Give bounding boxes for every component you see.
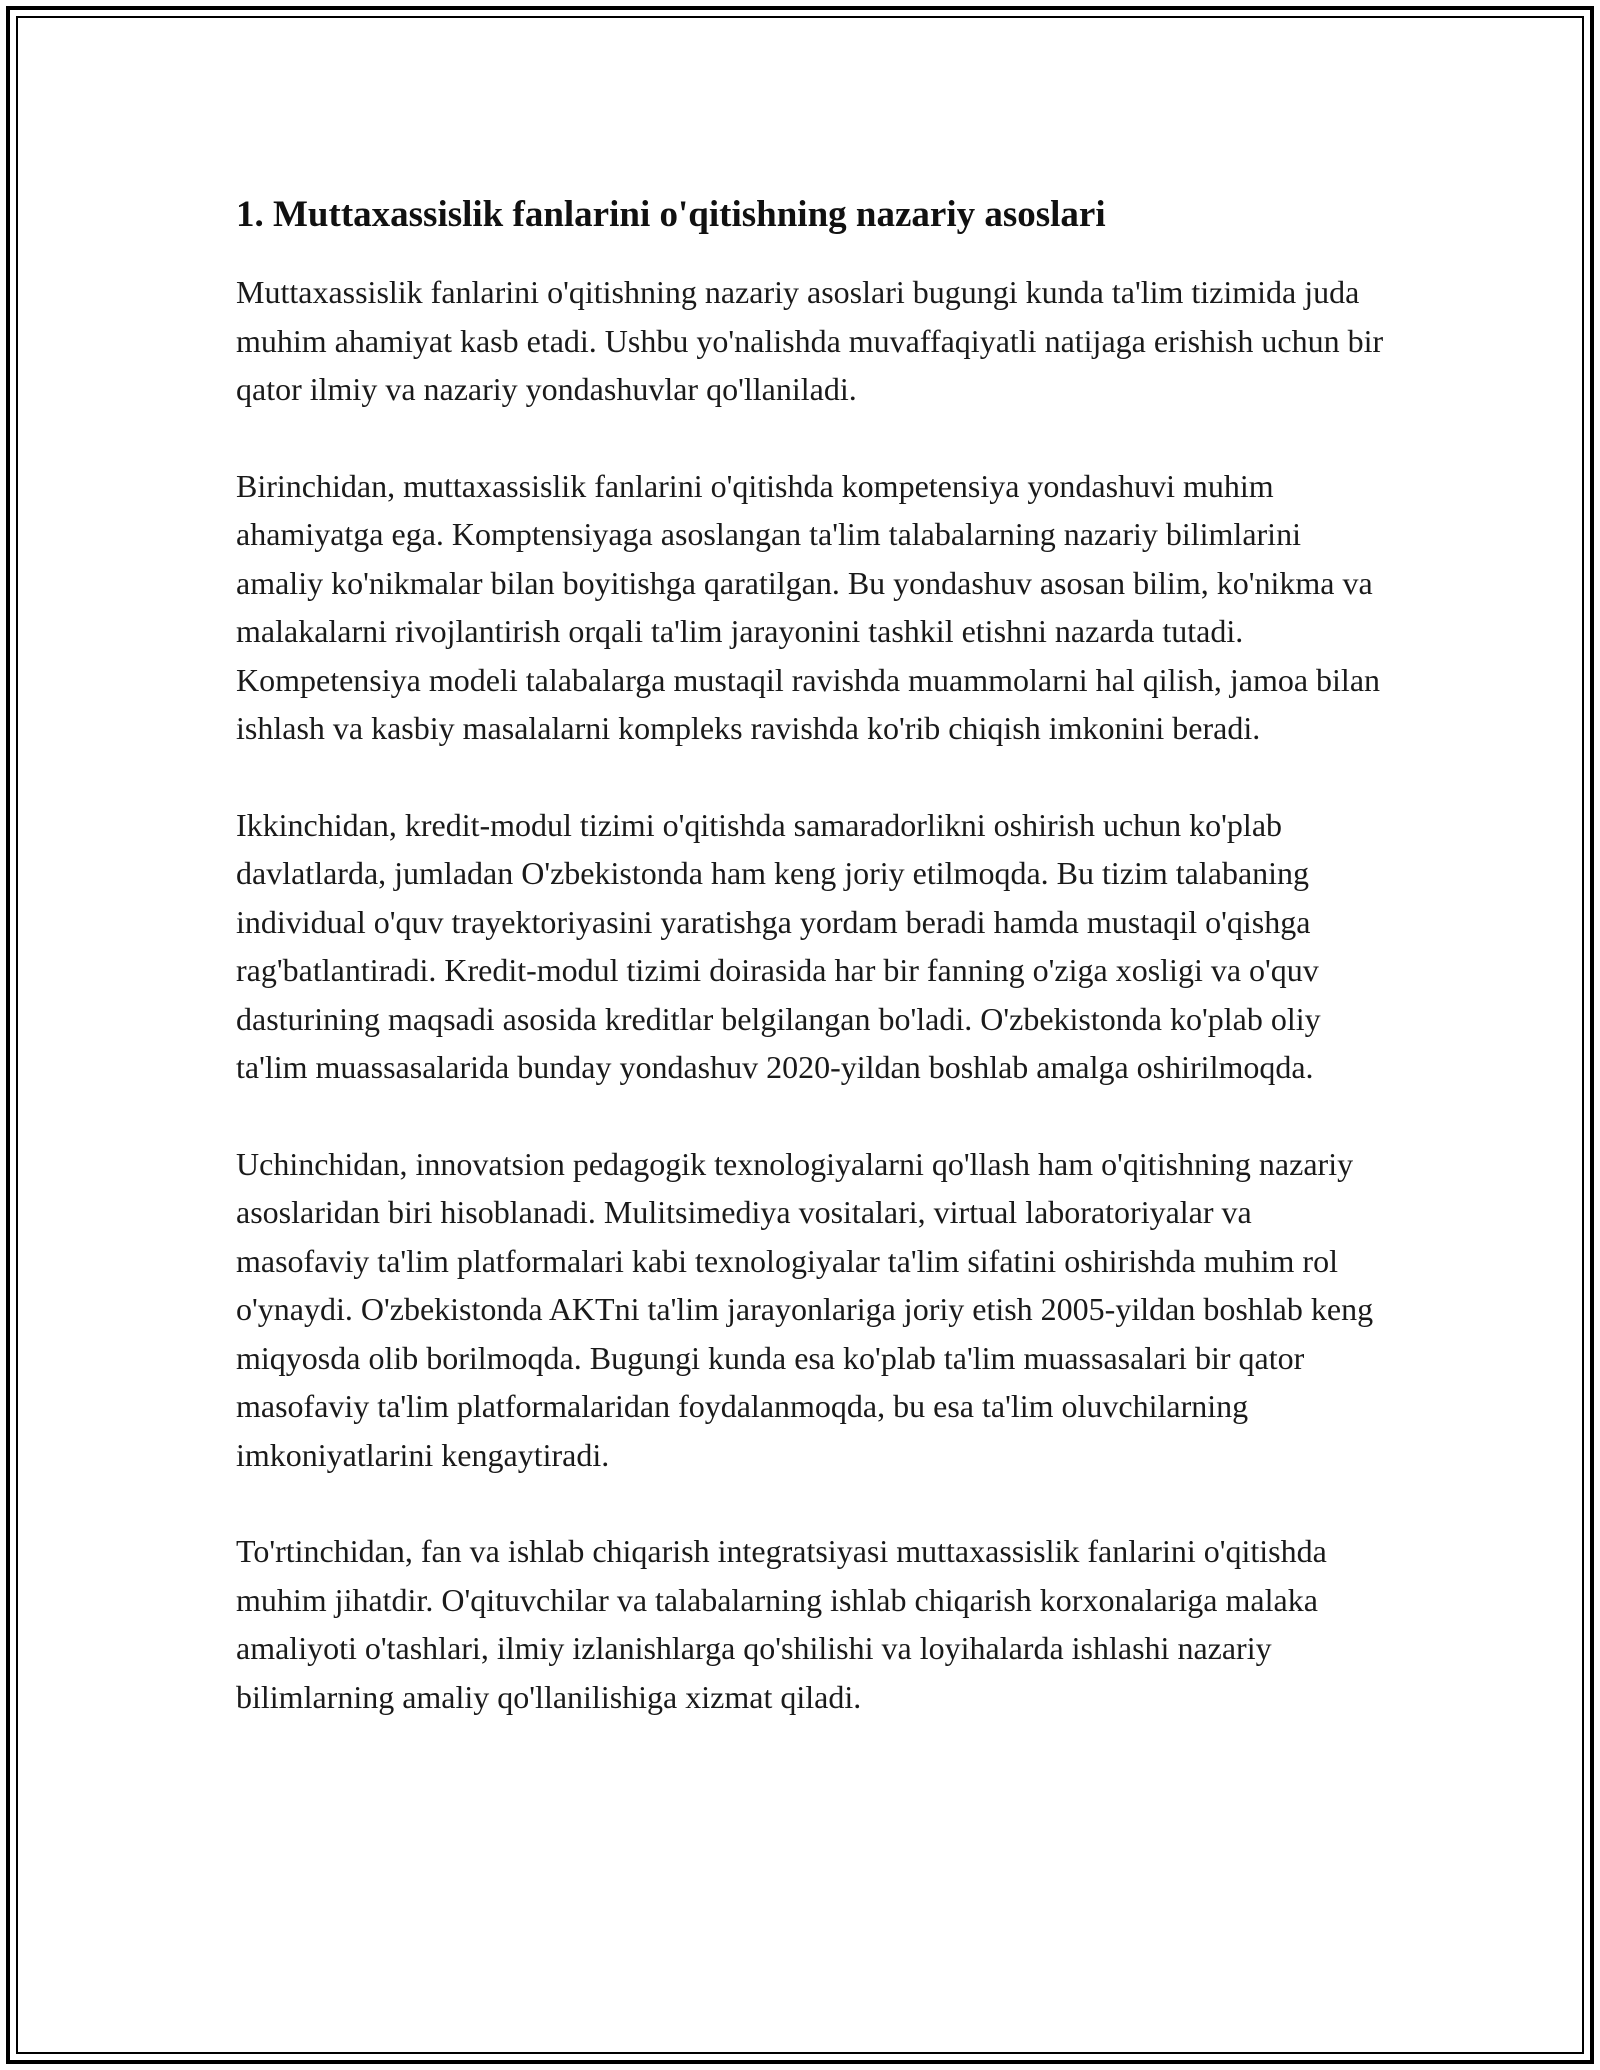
paragraph-third-point: Uchinchidan, innovatsion pedagogik texnologiyalarni qo'llash ham o'qitishning nazariy asoslaridan biri hisoblanadi. Mulitsimediya vositalari, virtual laboratoriyalar va masofaviy ta'lim platformalari kabi texnologiyalar ta'lim sifatini oshirishda muhim rol o'ynaydi. O'zbekistonda AKTni ta'lim jarayonlariga joriy etish 2005-yildan boshlab keng miqyosda olib borilmoqda. Bugungi kunda esa ko'plab ta'lim muassasalari bir qator masofaviy ta'lim platformalaridan foydalanmoqda, bu esa ta'lim oluvchilarning imkoniyatlarini kengaytiradi. — [236, 1145, 1374, 1473]
paragraph-first-point: Birinchidan, muttaxassislik fanlarini o'qitishda kompetensiya yondashuvi muhim ahamiyatga ega. Komptensiyaga asoslangan ta'lim talabalarning nazariy bilimlarini amaliy ko'nikmalar bilan boyitishga qaratilgan. Bu yondashuv asosan bilim, ko'nikma va malakalarni rivojlantirish orqali ta'lim jarayonini tashkil etishni nazarda tutadi. Kompetensiya modeli talabalarga mustaqil ravishda muammolarni hal qilish, jamoa bilan ishlash va kasbiy masalalarni kompleks ravishda ko'rib chiqish imkonini beradi. — [236, 467, 1381, 746]
paragraph-fourth-point: To'rtinchidan, fan va ishlab chiqarish integratsiyasi muttaxassislik fanlarini o'qitishda muhim jihatdir. O'qituvchilar va talabalarning ishlab chiqarish korxonalariga malaka amaliyoti o'tashlari, ilmiy izlanishlarga qo'shilishi va loyihalarda ishlashi nazariy bilimlarning amaliy qo'llanilishiga xizmat qiladi. — [236, 1533, 1327, 1715]
section-heading: 1. Muttaxassislik fanlarini o'qitishning nazariy asoslari — [236, 194, 1106, 235]
paragraph-intro: Muttaxassislik fanlarini o'qitishning nazariy asoslari bugungi kunda ta'lim tizimida juda muhim ahamiyat kasb etadi. Ushbu yo'nalishda muvaffaqiyatli natijaga erishish uchun bir qator ilmiy va nazariy yondashuvlar qo'llaniladi. — [236, 274, 1384, 407]
paragraph-second-point: Ikkinchidan, kredit-modul tizimi o'qitishda samaradorlikni oshirish uchun ko'plab davlatlarda, jumladan O'zbekistonda ham keng joriy etilmoqda. Bu tizim talabaning individual o'quv trayektoriyasini yaratishga yordam beradi hamda mustaqil o'qishga rag'batlantiradi. Kredit-modul tizimi doirasida har bir fanning o'ziga xosligi va o'quv dasturining maqsadi asosida kreditlar belgilangan bo'ladi. O'zbekistonda ko'plab oliy ta'lim muassasalarida bunday yondashuv 2020-yildan boshlab amalga oshirilmoqda. — [236, 806, 1321, 1085]
document-body — [236, 186, 1386, 1769]
